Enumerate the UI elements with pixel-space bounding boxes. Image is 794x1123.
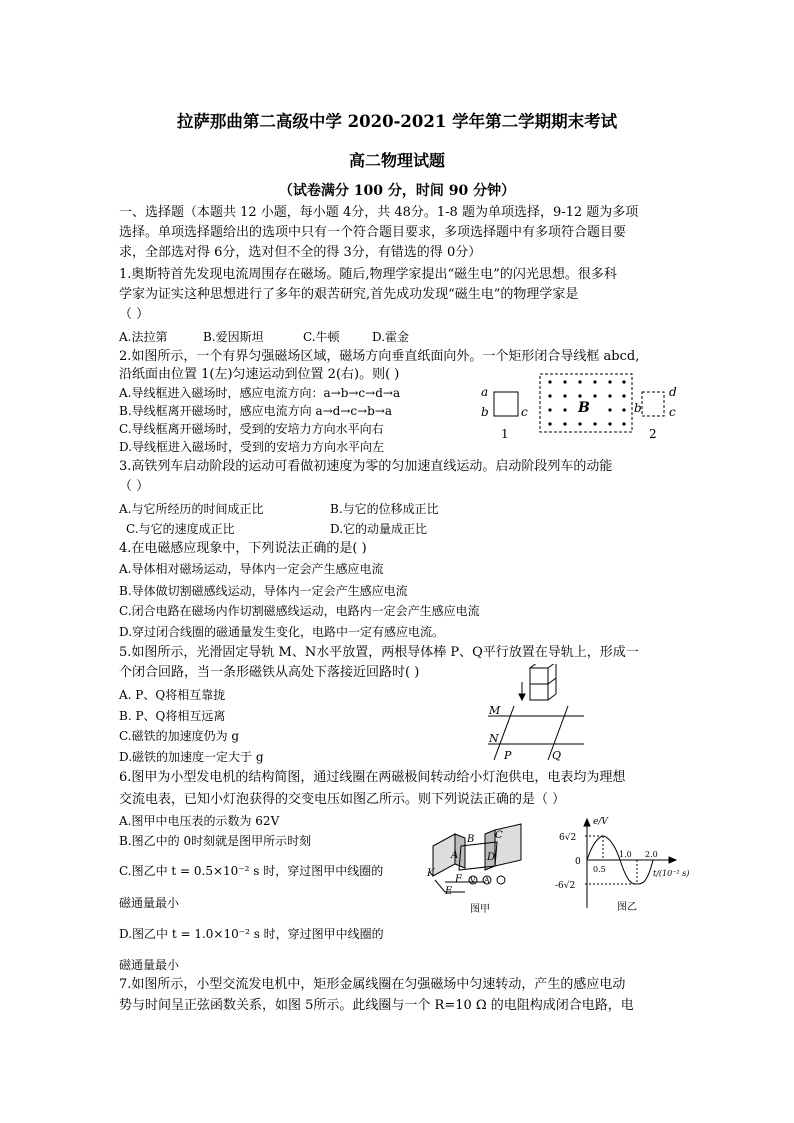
option: A. P、Q将相互靠拢	[119, 688, 226, 702]
label-B: B	[467, 834, 475, 845]
exam-meta: （试卷满分 100 分，时间 90 分钟）	[278, 183, 516, 199]
question-text: 3.高铁列车启动阶段的运动可看做初速度为零的匀加速直线运动。启动阶段列车的动能	[119, 459, 613, 474]
option: A.法拉第	[119, 330, 168, 344]
figure-caption: 图乙	[617, 902, 637, 913]
label-pos-2: 2	[649, 427, 657, 441]
ammeter-icon: A	[484, 876, 490, 885]
label-b: b	[481, 405, 489, 419]
y-axis-label: e/V	[593, 817, 608, 827]
label-K: K	[427, 868, 435, 879]
question-text: 交流电表，已知小灯泡获得的交变电压如图乙所示。则下列说法正确的是（ ）	[119, 792, 566, 807]
label-P: P	[504, 749, 512, 762]
option: B.爱因斯坦	[203, 330, 264, 344]
option-continued: 磁通量最小	[119, 896, 180, 910]
option: C.导线框离开磁场时，受到的安培力方向水平向右	[119, 422, 384, 436]
label-M: M	[489, 704, 501, 717]
option: D.图乙中 t = 1.0×10⁻² s 时，穿过图甲中线圈的	[119, 927, 384, 941]
question-text: 2.如图所示，一个有界匀强磁场区域，磁场方向垂直纸面向外。一个矩形闭合导线框 abcd,	[119, 349, 640, 364]
question-text: 势与时间呈正弦函数关系，如图 5所示。此线圈与一个 R=10 Ω 的电阻构成闭合电路，电	[119, 998, 634, 1013]
option: A.图甲中电压表的示数为 62V	[119, 814, 280, 828]
y-bottom-label: -6√2	[555, 881, 576, 891]
magnetic-field-figure	[478, 366, 698, 446]
question-text: 6.图甲为小型发电机的结构简图，通过线圈在两磁极间转动给小灯泡供电，电表均为理想	[119, 770, 626, 785]
question-text: 4.在电磁感应现象中，下列说法正确的是( )	[119, 541, 367, 556]
label-E: E	[445, 886, 453, 897]
rail-magnet-figure	[484, 664, 594, 764]
option: D.穿过闭合线圈的磁通量发生变化，电路中一定有感应电流。	[119, 625, 445, 639]
question-text: 沿纸面由位置 1(左)匀速运动到位置 2(右)。则( )	[119, 367, 400, 382]
question-text: 7.如图所示，小型交流发电机中，矩形金属线圈在匀强磁场中匀速转动，产生的感应电动	[119, 977, 626, 992]
option: B. P、Q将相互远离	[119, 709, 226, 723]
exam-subtitle: 高二物理试题	[348, 151, 445, 170]
label-B: B	[578, 400, 590, 416]
option: A.与它所经历的时间成正比	[119, 502, 264, 516]
section-instruction: 一、选择题（本题共 12 小题，每小题 4分，共 48分。1-8 题为单项选择，9-12 题为多项	[119, 205, 639, 220]
voltage-graph	[555, 812, 705, 917]
label-F: F	[455, 874, 462, 885]
label-N: N	[489, 732, 499, 745]
option: B.导线框离开磁场时，感应电流方向 a→d→c→b→a	[119, 404, 393, 418]
option: D.它的动量成正比	[330, 522, 428, 536]
question-text: 学家为证实这种思想进行了多年的艰苦研究,首先成功发现“磁生电”的物理学家是	[119, 287, 579, 302]
tick-label: 0.5	[593, 865, 606, 874]
tick-label: 2.0	[645, 850, 658, 859]
question-text: 个闭合回路，当一条形磁铁从高处下落接近回路时( )	[119, 665, 420, 680]
option: B.图乙中的 0时刻就是图甲所示时刻	[119, 834, 312, 848]
section-instruction: 求，全部选对得 6分，选对但不全的得 3分，有错选的得 0分）	[119, 245, 482, 260]
question-text: （ ）	[119, 307, 150, 322]
label-D: D	[487, 852, 496, 863]
option: C.与它的速度成正比	[126, 522, 235, 536]
label-d: d	[669, 385, 677, 399]
voltmeter-icon: V	[470, 876, 476, 885]
x-axis-label: t/(10⁻² s)	[653, 869, 690, 878]
label-c2: c	[669, 405, 676, 419]
option: A.导体相对磁场运动，导体内一定会产生感应电流	[119, 562, 384, 576]
down-arrow-icon	[519, 682, 525, 700]
option: C.牛顿	[303, 330, 340, 344]
tick-label: 1.0	[619, 850, 632, 859]
option: B.与它的位移成正比	[330, 502, 439, 516]
coil-position-2	[642, 392, 664, 416]
origin-label: 0	[575, 857, 581, 867]
exam-title: 拉萨那曲第二高级中学 2020-2021 学年第二学期期末考试	[176, 112, 618, 131]
option: C.闭合电路在磁场内作切割磁感线运动，电路内一定会产生感应电流	[119, 604, 480, 618]
label-c: c	[521, 405, 528, 419]
label-b2: b	[634, 401, 642, 415]
question-text: 5.如图所示，光滑固定导轨 M、N水平放置，两根导体棒 P、Q平行放置在导轨上，形成一	[119, 645, 639, 660]
label-A: A	[451, 850, 459, 861]
section-instruction: 选择。单项选择题给出的选项中只有一个符合题目要求，多项选择题中有多项符合题目要	[119, 225, 627, 240]
figure-caption: 图甲	[470, 904, 490, 915]
option: D.导线框进入磁场时，受到的安培力方向水平向左	[119, 440, 385, 454]
option: C.磁铁的加速度仍为 g	[119, 729, 240, 743]
option: C.图乙中 t = 0.5×10⁻² s 时，穿过图甲中线圈的	[119, 864, 384, 878]
option: D.霍金	[372, 330, 410, 344]
label-a: a	[481, 385, 489, 399]
question-text: 1.奥斯特首先发现电流周围存在磁场。随后,物理学家提出“磁生电”的闪光思想。很多科	[119, 267, 617, 282]
generator-figure	[425, 820, 540, 920]
y-top-label: 6√2	[559, 833, 577, 843]
bar-magnet-icon	[530, 664, 556, 700]
option-continued: 磁通量最小	[119, 958, 180, 972]
option: B.导体做切割磁感线运动，导体内一定会产生感应电流	[119, 584, 408, 598]
label-pos-1: 1	[501, 427, 509, 441]
option: D.磁铁的加速度一定大于 g	[119, 750, 264, 764]
label-C: C	[495, 830, 503, 841]
coil-position-1	[494, 392, 518, 416]
label-Q: Q	[552, 749, 562, 762]
option: A.导线框进入磁场时，感应电流方向：a→b→c→d→a	[119, 386, 401, 400]
question-text: （ ）	[119, 479, 150, 494]
